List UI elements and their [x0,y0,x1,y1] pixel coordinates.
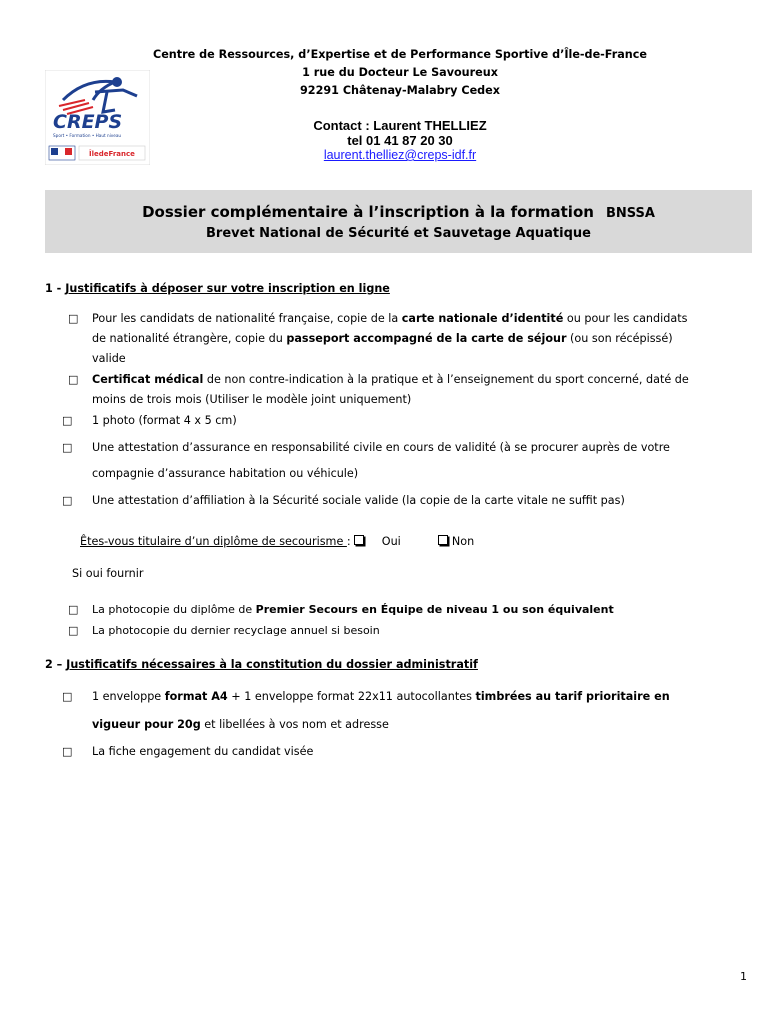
item-text: Une attestation d’affiliation à la Sécurité sociale valide (la copie de la carte vitale ne suffit pas) [92,494,625,507]
page-number: 1 [740,970,747,983]
item-text: et libellées à vos nom et adresse [200,718,389,731]
section1-heading [45,282,390,295]
if-yes-label: Si oui fournir [72,567,144,580]
item-text: La photocopie du diplôme de [92,603,256,616]
item-bold: timbrées au tarif prioritaire en [475,690,670,703]
item-text: + 1 enveloppe format 22x11 autocollantes [227,690,476,703]
logo-tagline: Sport • Formation • Haut niveau [53,133,122,138]
contact-email-link[interactable]: laurent.thelliez@creps-idf.fr [323,148,477,162]
item-text: 1 photo (format 4 x 5 cm) [92,414,237,427]
item-text: valide [92,352,126,365]
org-city: 92291 Châtenay-Malabry Cedex [300,84,500,97]
first-aid-question [80,535,474,548]
item-bold: format A4 [164,690,228,703]
option-yes-label: Oui [381,535,401,548]
contact-tel: tel 01 41 87 20 30 [347,133,453,148]
title-box [45,190,752,253]
checkbox-icon[interactable]: □ [62,745,73,758]
document-subtitle: Brevet National de Sécurité et Sauvetage Aquatique [206,226,591,241]
organization-header [110,46,690,100]
item-bold: passeport accompagné de la carte de séjour [286,332,567,345]
item-bold: carte nationale d’identité [401,312,564,325]
item-text: (ou son récépissé) [566,332,673,345]
contact-block [230,118,570,163]
item-text: 1 enveloppe [92,690,165,703]
item-text: compagnie d’assurance habitation ou véhicule) [92,467,359,480]
section1-number: 1 - [45,282,66,295]
option-no-label: Non [451,535,475,548]
item-bold: Certificat médical [92,373,204,386]
checkbox-icon[interactable]: □ [68,373,79,386]
item-text: ou pour les candidats [563,312,688,325]
checkbox-icon[interactable]: □ [62,494,73,507]
item-text: Une attestation d’assurance en responsabilité civile en cours de validité (à se procurer auprès de votre [92,441,670,454]
section2-number: 2 – [45,658,67,671]
title-main: Dossier complémentaire à l’inscription à la formation [142,203,594,221]
question-label: Êtes-vous titulaire d’un diplôme de secourisme [80,535,347,548]
title-code: BNSSA [605,206,655,221]
item-bold: Premier Secours en Équipe de niveau 1 ou son équivalent [255,603,614,616]
logo-region: ÎledeFrance [89,150,135,158]
checkbox-icon[interactable]: □ [62,690,73,703]
contact-name: Contact : Laurent THELLIEZ [313,118,487,133]
item-text: La photocopie du dernier recyclage annuel si besoin [92,624,380,637]
checkbox-no[interactable] [438,535,448,545]
checkbox-icon[interactable]: □ [68,624,79,637]
section2-title: Justificatifs nécessaires à la constitution du dossier administratif [66,658,478,671]
item-text: La fiche engagement du candidat visée [92,745,314,758]
checkbox-icon[interactable]: □ [62,414,73,427]
item-text: de non contre-indication à la pratique et à l’enseignement du sport concerné, daté de [203,373,689,386]
section1-title: Justificatifs à déposer sur votre inscription en ligne [65,282,390,295]
item-text: Pour les candidats de nationalité française, copie de la [92,312,402,325]
org-name: Centre de Ressources, d’Expertise et de Performance Sportive d’Île-de-France [153,48,647,61]
item-bold: vigueur pour 20g [92,718,201,731]
section2-heading [45,658,478,671]
checkbox-yes[interactable] [354,535,364,545]
item-text: moins de trois mois (Utiliser le modèle joint uniquement) [92,393,412,406]
item-text: de nationalité étrangère, copie du [92,332,287,345]
document-title [45,203,752,221]
question-colon: : [346,535,355,548]
org-street: 1 rue du Docteur Le Savoureux [302,66,498,79]
logo-text: CREPS [53,111,123,133]
checkbox-icon[interactable]: □ [68,603,79,616]
checkbox-icon[interactable]: □ [68,312,79,325]
checkbox-icon[interactable]: □ [62,441,73,454]
